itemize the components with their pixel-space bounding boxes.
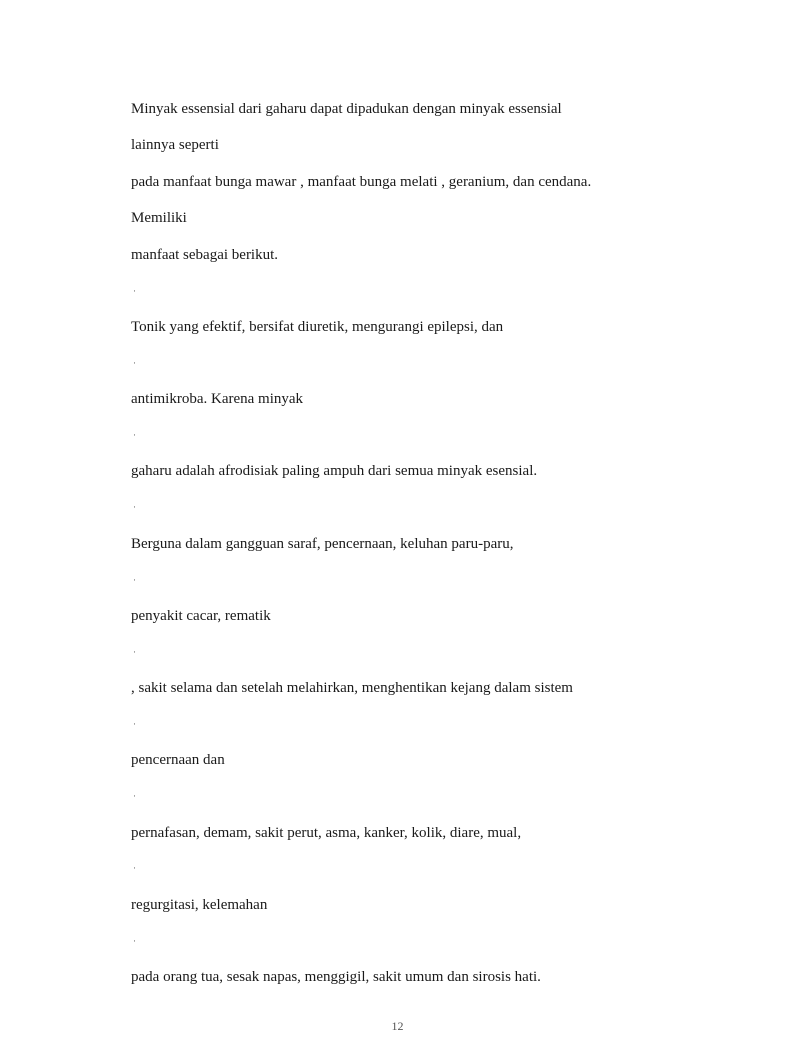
text-line-4: Memiliki (131, 210, 187, 226)
separator-dot: · (133, 719, 136, 729)
text-line-14: regurgitasi, kelemahan (131, 897, 268, 913)
text-line-10: penyakit cacar, rematik (131, 608, 271, 624)
separator-dot: · (133, 936, 136, 946)
text-line-13: pernafasan, demam, sakit perut, asma, kanker, kolik, diare, mual, (131, 825, 522, 841)
page-number: 12 (391, 1019, 404, 1033)
text-line-8: gaharu adalah afrodisiak paling ampuh dari semua minyak esensial. (131, 463, 538, 479)
separator-dot: · (133, 791, 136, 801)
text-line-1: Minyak essensial dari gaharu dapat dipadukan dengan minyak essensial (131, 101, 562, 117)
separator-dot: · (133, 502, 136, 512)
text-line-7: antimikroba. Karena minyak (131, 391, 304, 407)
separator-dot: · (133, 647, 136, 657)
text-line-11: , sakit selama dan setelah melahirkan, menghentikan kejang dalam sistem (131, 680, 573, 696)
text-line-9: Berguna dalam gangguan saraf, pencernaan, keluhan paru-paru, (131, 536, 514, 552)
separator-dot: · (133, 430, 136, 440)
separator-dot: · (133, 286, 136, 296)
text-line-5: manfaat sebagai berikut. (131, 247, 279, 263)
text-line-15: pada orang tua, sesak napas, menggigil, sakit umum dan sirosis hati. (131, 969, 541, 985)
separator-dot: · (133, 863, 136, 873)
separator-dot: · (133, 575, 136, 585)
text-line-2: lainnya seperti (131, 137, 219, 153)
text-line-6: Tonik yang efektif, bersifat diuretik, mengurangi epilepsi, dan (131, 319, 504, 335)
text-line-12: pencernaan dan (131, 752, 225, 768)
separator-dot: · (133, 358, 136, 368)
text-line-3: pada manfaat bunga mawar , manfaat bunga melati , geranium, dan cendana. (131, 174, 592, 190)
